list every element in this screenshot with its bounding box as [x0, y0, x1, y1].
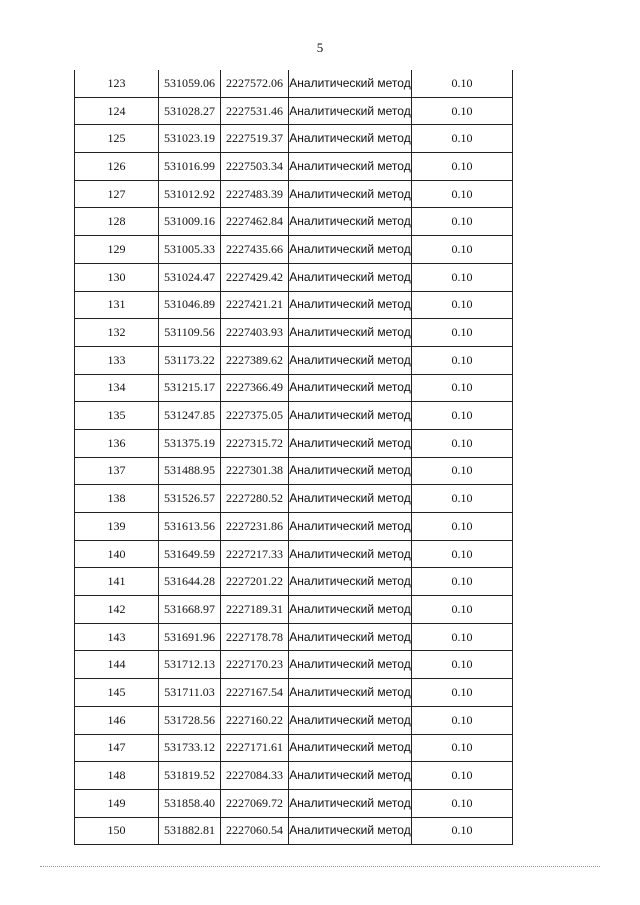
x-coordinate-cell: 531005.33	[159, 236, 221, 264]
x-coordinate-cell: 531526.57	[159, 485, 221, 513]
accuracy-cell: 0.10	[412, 540, 513, 568]
x-coordinate-cell: 531644.28	[159, 568, 221, 596]
accuracy-cell: 0.10	[412, 374, 513, 402]
accuracy-cell: 0.10	[412, 153, 513, 181]
point-number-cell: 145	[75, 679, 159, 707]
accuracy-cell: 0.10	[412, 568, 513, 596]
y-coordinate-cell: 2227178.78	[221, 623, 289, 651]
method-cell: Аналитический метод	[289, 651, 412, 679]
table-row	[75, 485, 513, 513]
method-cell: Аналитический метод	[289, 457, 412, 485]
method-cell: Аналитический метод	[289, 180, 412, 208]
method-cell: Аналитический метод	[289, 429, 412, 457]
point-number-cell: 129	[75, 236, 159, 264]
scan-artifact-line	[40, 866, 600, 867]
point-number-cell: 127	[75, 180, 159, 208]
x-coordinate-cell: 531728.56	[159, 706, 221, 734]
table-row	[75, 208, 513, 236]
table-row	[75, 623, 513, 651]
point-number-cell: 123	[75, 70, 159, 97]
point-number-cell: 139	[75, 513, 159, 541]
table-row	[75, 429, 513, 457]
coordinates-table-body	[75, 70, 513, 845]
table-row	[75, 734, 513, 762]
x-coordinate-cell: 531712.13	[159, 651, 221, 679]
accuracy-cell: 0.10	[412, 679, 513, 707]
accuracy-cell: 0.10	[412, 817, 513, 845]
accuracy-cell: 0.10	[412, 70, 513, 97]
method-cell: Аналитический метод	[289, 319, 412, 347]
table-row	[75, 97, 513, 125]
accuracy-cell: 0.10	[412, 734, 513, 762]
accuracy-cell: 0.10	[412, 429, 513, 457]
accuracy-cell: 0.10	[412, 291, 513, 319]
method-cell: Аналитический метод	[289, 291, 412, 319]
accuracy-cell: 0.10	[412, 457, 513, 485]
x-coordinate-cell: 531375.19	[159, 429, 221, 457]
y-coordinate-cell: 2227531.46	[221, 97, 289, 125]
x-coordinate-cell: 531173.22	[159, 346, 221, 374]
accuracy-cell: 0.10	[412, 596, 513, 624]
y-coordinate-cell: 2227301.38	[221, 457, 289, 485]
table-row	[75, 706, 513, 734]
y-coordinate-cell: 2227483.39	[221, 180, 289, 208]
x-coordinate-cell: 531109.56	[159, 319, 221, 347]
coordinates-table	[74, 70, 513, 845]
table-row	[75, 153, 513, 181]
y-coordinate-cell: 2227403.93	[221, 319, 289, 347]
x-coordinate-cell: 531247.85	[159, 402, 221, 430]
x-coordinate-cell: 531028.27	[159, 97, 221, 125]
y-coordinate-cell: 2227421.21	[221, 291, 289, 319]
y-coordinate-cell: 2227084.33	[221, 762, 289, 790]
x-coordinate-cell: 531059.06	[159, 70, 221, 97]
y-coordinate-cell: 2227201.22	[221, 568, 289, 596]
table-row	[75, 513, 513, 541]
point-number-cell: 144	[75, 651, 159, 679]
x-coordinate-cell: 531668.97	[159, 596, 221, 624]
point-number-cell: 148	[75, 762, 159, 790]
x-coordinate-cell: 531016.99	[159, 153, 221, 181]
accuracy-cell: 0.10	[412, 789, 513, 817]
point-number-cell: 133	[75, 346, 159, 374]
table-row	[75, 125, 513, 153]
method-cell: Аналитический метод	[289, 263, 412, 291]
x-coordinate-cell: 531649.59	[159, 540, 221, 568]
page-number: 5	[316, 40, 324, 55]
method-cell: Аналитический метод	[289, 817, 412, 845]
accuracy-cell: 0.10	[412, 513, 513, 541]
method-cell: Аналитический метод	[289, 734, 412, 762]
point-number-cell: 149	[75, 789, 159, 817]
accuracy-cell: 0.10	[412, 125, 513, 153]
method-cell: Аналитический метод	[289, 513, 412, 541]
y-coordinate-cell: 2227389.62	[221, 346, 289, 374]
table-row	[75, 457, 513, 485]
point-number-cell: 132	[75, 319, 159, 347]
accuracy-cell: 0.10	[412, 402, 513, 430]
x-coordinate-cell: 531023.19	[159, 125, 221, 153]
point-number-cell: 131	[75, 291, 159, 319]
point-number-cell: 135	[75, 402, 159, 430]
method-cell: Аналитический метод	[289, 208, 412, 236]
method-cell: Аналитический метод	[289, 706, 412, 734]
x-coordinate-cell: 531819.52	[159, 762, 221, 790]
x-coordinate-cell: 531024.47	[159, 263, 221, 291]
point-number-cell: 147	[75, 734, 159, 762]
point-number-cell: 126	[75, 153, 159, 181]
table-row	[75, 817, 513, 845]
y-coordinate-cell: 2227171.61	[221, 734, 289, 762]
table-row	[75, 70, 513, 97]
method-cell: Аналитический метод	[289, 623, 412, 651]
point-number-cell: 142	[75, 596, 159, 624]
point-number-cell: 140	[75, 540, 159, 568]
x-coordinate-cell: 531613.56	[159, 513, 221, 541]
y-coordinate-cell: 2227519.37	[221, 125, 289, 153]
point-number-cell: 128	[75, 208, 159, 236]
y-coordinate-cell: 2227315.72	[221, 429, 289, 457]
y-coordinate-cell: 2227375.05	[221, 402, 289, 430]
table-row	[75, 762, 513, 790]
point-number-cell: 150	[75, 817, 159, 845]
y-coordinate-cell: 2227167.54	[221, 679, 289, 707]
method-cell: Аналитический метод	[289, 762, 412, 790]
x-coordinate-cell: 531882.81	[159, 817, 221, 845]
table-row	[75, 236, 513, 264]
x-coordinate-cell: 531858.40	[159, 789, 221, 817]
accuracy-cell: 0.10	[412, 651, 513, 679]
y-coordinate-cell: 2227170.23	[221, 651, 289, 679]
method-cell: Аналитический метод	[289, 374, 412, 402]
point-number-cell: 124	[75, 97, 159, 125]
point-number-cell: 136	[75, 429, 159, 457]
x-coordinate-cell: 531215.17	[159, 374, 221, 402]
y-coordinate-cell: 2227231.86	[221, 513, 289, 541]
accuracy-cell: 0.10	[412, 623, 513, 651]
table-row	[75, 679, 513, 707]
x-coordinate-cell: 531691.96	[159, 623, 221, 651]
table-row	[75, 319, 513, 347]
accuracy-cell: 0.10	[412, 236, 513, 264]
table-row	[75, 540, 513, 568]
accuracy-cell: 0.10	[412, 208, 513, 236]
x-coordinate-cell: 531046.89	[159, 291, 221, 319]
accuracy-cell: 0.10	[412, 263, 513, 291]
point-number-cell: 146	[75, 706, 159, 734]
method-cell: Аналитический метод	[289, 485, 412, 513]
y-coordinate-cell: 2227366.49	[221, 374, 289, 402]
y-coordinate-cell: 2227503.34	[221, 153, 289, 181]
point-number-cell: 137	[75, 457, 159, 485]
table-row	[75, 263, 513, 291]
accuracy-cell: 0.10	[412, 485, 513, 513]
table-row	[75, 180, 513, 208]
accuracy-cell: 0.10	[412, 319, 513, 347]
y-coordinate-cell: 2227060.54	[221, 817, 289, 845]
accuracy-cell: 0.10	[412, 97, 513, 125]
method-cell: Аналитический метод	[289, 346, 412, 374]
method-cell: Аналитический метод	[289, 540, 412, 568]
method-cell: Аналитический метод	[289, 236, 412, 264]
point-number-cell: 141	[75, 568, 159, 596]
method-cell: Аналитический метод	[289, 97, 412, 125]
x-coordinate-cell: 531733.12	[159, 734, 221, 762]
y-coordinate-cell: 2227217.33	[221, 540, 289, 568]
point-number-cell: 134	[75, 374, 159, 402]
y-coordinate-cell: 2227280.52	[221, 485, 289, 513]
table-row	[75, 402, 513, 430]
accuracy-cell: 0.10	[412, 346, 513, 374]
point-number-cell: 138	[75, 485, 159, 513]
y-coordinate-cell: 2227572.06	[221, 70, 289, 97]
x-coordinate-cell: 531012.92	[159, 180, 221, 208]
point-number-cell: 125	[75, 125, 159, 153]
y-coordinate-cell: 2227069.72	[221, 789, 289, 817]
method-cell: Аналитический метод	[289, 125, 412, 153]
accuracy-cell: 0.10	[412, 180, 513, 208]
point-number-cell: 130	[75, 263, 159, 291]
y-coordinate-cell: 2227462.84	[221, 208, 289, 236]
y-coordinate-cell: 2227429.42	[221, 263, 289, 291]
method-cell: Аналитический метод	[289, 70, 412, 97]
point-number-cell: 143	[75, 623, 159, 651]
accuracy-cell: 0.10	[412, 706, 513, 734]
method-cell: Аналитический метод	[289, 568, 412, 596]
method-cell: Аналитический метод	[289, 679, 412, 707]
y-coordinate-cell: 2227435.66	[221, 236, 289, 264]
method-cell: Аналитический метод	[289, 596, 412, 624]
method-cell: Аналитический метод	[289, 153, 412, 181]
table-row	[75, 374, 513, 402]
x-coordinate-cell: 531009.16	[159, 208, 221, 236]
y-coordinate-cell: 2227189.31	[221, 596, 289, 624]
table-row	[75, 789, 513, 817]
table-row	[75, 596, 513, 624]
table-row	[75, 346, 513, 374]
x-coordinate-cell: 531711.03	[159, 679, 221, 707]
table-row	[75, 291, 513, 319]
table-row	[75, 651, 513, 679]
method-cell: Аналитический метод	[289, 789, 412, 817]
table-row	[75, 568, 513, 596]
x-coordinate-cell: 531488.95	[159, 457, 221, 485]
method-cell: Аналитический метод	[289, 402, 412, 430]
accuracy-cell: 0.10	[412, 762, 513, 790]
y-coordinate-cell: 2227160.22	[221, 706, 289, 734]
